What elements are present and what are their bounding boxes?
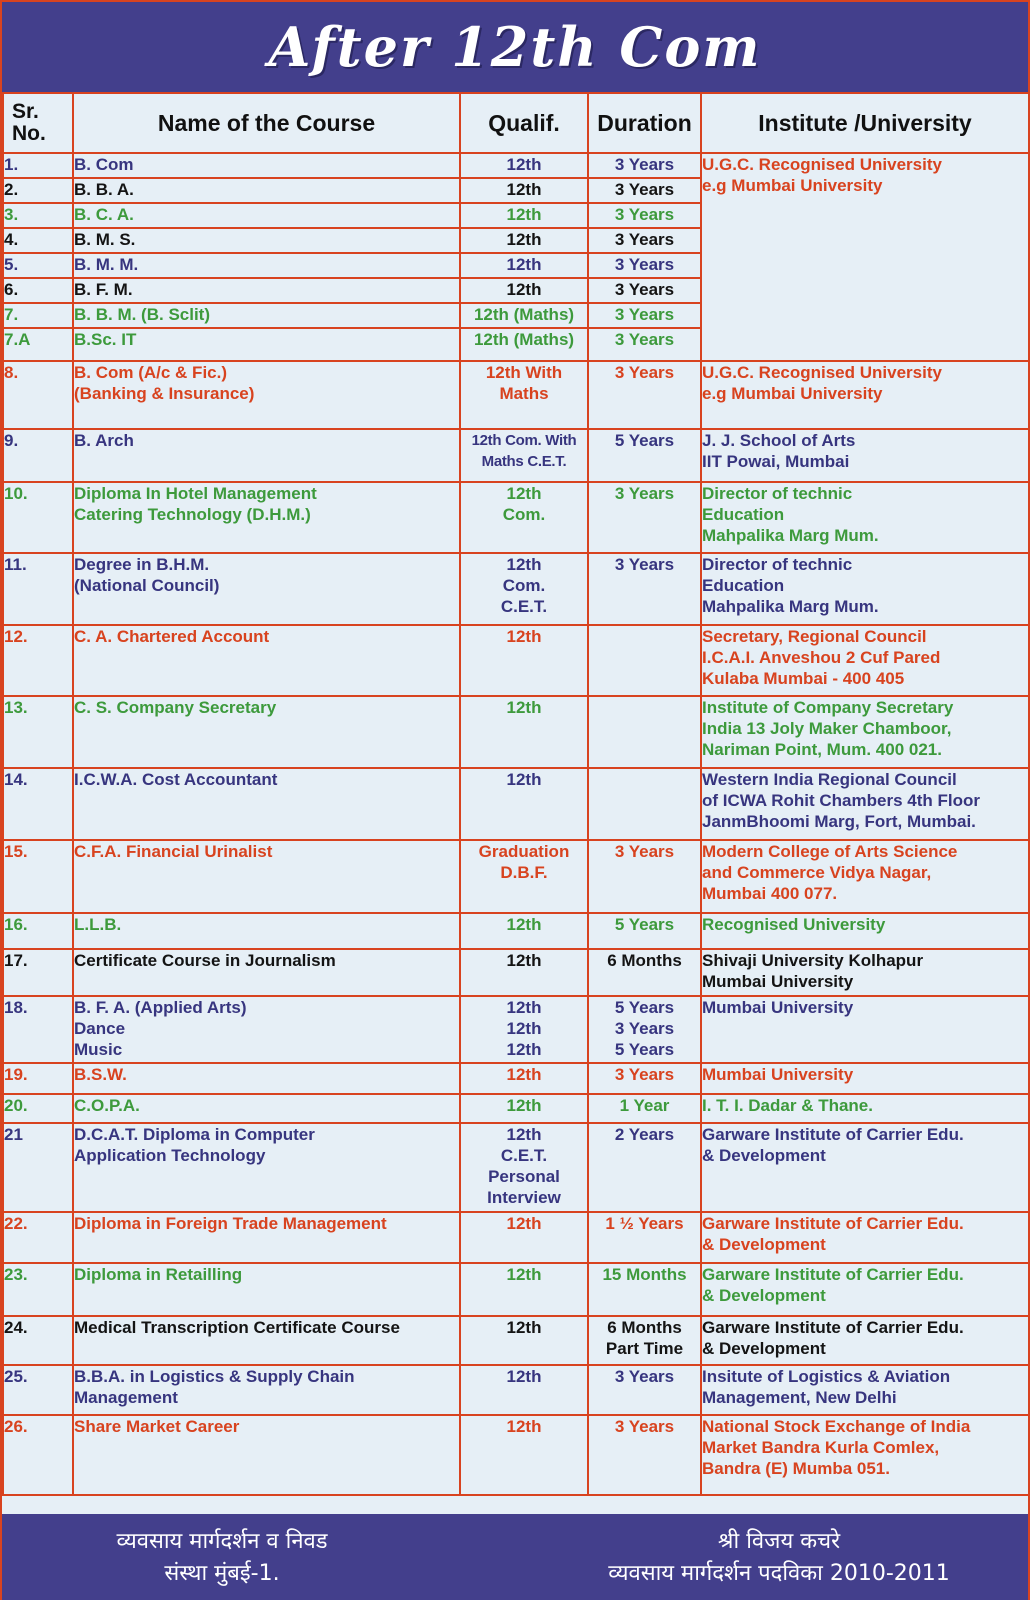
qualification: 12th Com. With Maths C.E.T. [460,429,588,482]
institute: Garware Institute of Carrier Edu. & Development [701,1123,1029,1212]
institute: Insitute of Logistics & Aviation Management, New Delhi [701,1365,1029,1415]
course-name: Degree in B.H.M. (National Council) [73,553,460,625]
qualification: 12th [460,228,588,253]
sr-no: 25. [3,1365,73,1415]
sr-no: 12. [3,625,73,696]
course-name: Diploma in Retailling [73,1263,460,1316]
footer-author [544,1526,1014,1590]
duration: 3 Years [588,553,701,625]
course-name: B. Com (A/c & Fic.) (Banking & Insurance) [73,361,460,429]
institute: U.G.C. Recognised University e.g Mumbai University [701,361,1029,429]
sr-no: 13. [3,696,73,768]
course-name: I.C.W.A. Cost Accountant [73,768,460,840]
qualification: 12th [460,625,588,696]
table-header-row [3,93,1029,153]
institute: Garware Institute of Carrier Edu. & Development [701,1263,1029,1316]
institute: U.G.C. Recognised University e.g Mumbai University [701,153,1029,361]
footer-org-line2: संस्था मुंबई-1. [164,1561,280,1586]
course-name: B. F. A. (Applied Arts) Dance Music [73,996,460,1063]
duration: 3 Years [588,840,701,913]
qualification: 12th Com. C.E.T. [460,553,588,625]
qualification: 12th [460,696,588,768]
duration: 3 Years [588,1365,701,1415]
duration: 3 Years [588,1063,701,1094]
sr-no: 10. [3,482,73,553]
course-name: C.O.P.A. [73,1094,460,1123]
sr-no: 24. [3,1316,73,1365]
duration: 3 Years [588,153,701,178]
table-row [3,768,1029,840]
sr-no: 17. [3,949,73,996]
footer-organization [32,1526,412,1590]
table-row [3,840,1029,913]
sr-no: 18. [3,996,73,1063]
course-name: D.C.A.T. Diploma in Computer Application Technology [73,1123,460,1212]
course-name: Medical Transcription Certificate Course [73,1316,460,1365]
course-name: B. F. M. [73,278,460,303]
sr-no: 4. [3,228,73,253]
header-sr-no: Sr. No. [3,93,73,153]
duration: 3 Years [588,1415,701,1495]
qualification: Graduation D.B.F. [460,840,588,913]
course-name: C. A. Chartered Account [73,625,460,696]
table-row [3,1094,1029,1123]
table-row [3,1123,1029,1212]
table-row [3,1415,1029,1495]
sr-no: 21 [3,1123,73,1212]
duration: 6 Months [588,949,701,996]
institute: Garware Institute of Carrier Edu. & Development [701,1212,1029,1263]
qualification: 12th 12th 12th [460,996,588,1063]
institute: Western India Regional Council of ICWA Rohit Chambers 4th Floor JanmBhoomi Marg, Fort, Mumbai. [701,768,1029,840]
course-name: Diploma In Hotel Management Catering Technology (D.H.M.) [73,482,460,553]
duration: 15 Months [588,1263,701,1316]
page-title: After 12th Com [2,2,1028,92]
header-course-name: Name of the Course [73,93,460,153]
table-row [3,1365,1029,1415]
sr-no: 14. [3,768,73,840]
qualification: 12th [460,253,588,278]
institute: Director of technic Education Mahpalika Marg Mum. [701,553,1029,625]
institute: Mumbai University [701,996,1029,1063]
duration: 5 Years [588,429,701,482]
course-name: B. B. M. (B. Sclit) [73,303,460,328]
course-name: B. M. M. [73,253,460,278]
course-name: B. Com [73,153,460,178]
qualification: 12th (Maths) [460,328,588,361]
sr-no: 23. [3,1263,73,1316]
qualification: 12th [460,1365,588,1415]
qualification: 12th [460,278,588,303]
duration: 3 Years [588,203,701,228]
sr-no: 20. [3,1094,73,1123]
institute: Mumbai University [701,1063,1029,1094]
duration [588,625,701,696]
course-name: B. C. A. [73,203,460,228]
sr-no: 7.A [3,328,73,361]
sr-no: 1. [3,153,73,178]
qualification: 12th (Maths) [460,303,588,328]
footer-publication: व्यवसाय मार्गदर्शन पदविका 2010-2011 [608,1561,950,1586]
table-row [3,949,1029,996]
duration [588,696,701,768]
duration: 3 Years [588,361,701,429]
header-institute: Institute /University [701,93,1029,153]
institute: I. T. I. Dadar & Thane. [701,1094,1029,1123]
footer-org-line1: व्यवसाय मार्गदर्शन व निवड [116,1529,328,1554]
table-row [3,429,1029,482]
qualification: 12th [460,1316,588,1365]
institute: Shivaji University Kolhapur Mumbai University [701,949,1029,996]
duration: 5 Years [588,913,701,949]
sr-no: 2. [3,178,73,203]
table-row [3,361,1029,429]
institute: Secretary, Regional Council I.C.A.I. Anveshou 2 Cuf Pared Kulaba Mumbai - 400 405 [701,625,1029,696]
duration [588,768,701,840]
course-name: B.S.W. [73,1063,460,1094]
sr-no: 19. [3,1063,73,1094]
footer-author-name: श्री विजय कचरे [717,1529,841,1554]
qualification: 12th Com. [460,482,588,553]
duration: 3 Years [588,253,701,278]
table-row [3,1212,1029,1263]
qualification: 12th [460,949,588,996]
institute: Garware Institute of Carrier Edu. & Development [701,1316,1029,1365]
duration: 5 Years 3 Years 5 Years [588,996,701,1063]
table-row [3,1316,1029,1365]
institute: Modern College of Arts Science and Commerce Vidya Nagar, Mumbai 400 077. [701,840,1029,913]
sr-no: 16. [3,913,73,949]
institute: Director of technic Education Mahpalika Marg Mum. [701,482,1029,553]
table-row [3,1263,1029,1316]
course-name: B.Sc. IT [73,328,460,361]
sr-no: 15. [3,840,73,913]
duration: 1 Year [588,1094,701,1123]
qualification: 12th C.E.T. Personal Interview [460,1123,588,1212]
header-duration: Duration [588,93,701,153]
duration: 1 ½ Years [588,1212,701,1263]
duration: 2 Years [588,1123,701,1212]
sr-no: 6. [3,278,73,303]
table-row [3,996,1029,1063]
table-row [3,696,1029,768]
course-name: B. Arch [73,429,460,482]
qualification: 12th With Maths [460,361,588,429]
qualification: 12th [460,203,588,228]
header-qualification: Qualif. [460,93,588,153]
course-name: B. M. S. [73,228,460,253]
institute: National Stock Exchange of India Market Bandra Kurla Comlex, Bandra (E) Mumba 051. [701,1415,1029,1495]
qualification: 12th [460,768,588,840]
table-row [3,625,1029,696]
table-row [3,482,1029,553]
table-row [3,913,1029,949]
course-name: Diploma in Foreign Trade Management [73,1212,460,1263]
course-table [2,92,1030,1496]
duration: 3 Years [588,328,701,361]
qualification: 12th [460,1263,588,1316]
qualification: 12th [460,1063,588,1094]
qualification: 12th [460,913,588,949]
sr-no: 5. [3,253,73,278]
qualification: 12th [460,1212,588,1263]
course-name: Share Market Career [73,1415,460,1495]
footer-banner [2,1514,1028,1600]
qualification: 12th [460,1415,588,1495]
sr-no: 9. [3,429,73,482]
course-name: B. B. A. [73,178,460,203]
duration: 3 Years [588,228,701,253]
institute: J. J. School of Arts IIT Powai, Mumbai [701,429,1029,482]
duration: 3 Years [588,303,701,328]
duration: 3 Years [588,278,701,303]
institute: Recognised University [701,913,1029,949]
table-row [3,553,1029,625]
course-name: C. S. Company Secretary [73,696,460,768]
table-row [3,1063,1029,1094]
sr-no: 3. [3,203,73,228]
qualification: 12th [460,178,588,203]
course-name: L.L.B. [73,913,460,949]
course-name: Certificate Course in Journalism [73,949,460,996]
table-row [3,153,1029,178]
sr-no: 11. [3,553,73,625]
sr-no: 8. [3,361,73,429]
sr-no: 22. [3,1212,73,1263]
sr-no: 26. [3,1415,73,1495]
duration: 3 Years [588,482,701,553]
qualification: 12th [460,1094,588,1123]
duration: 3 Years [588,178,701,203]
qualification: 12th [460,153,588,178]
sr-no: 7. [3,303,73,328]
course-name: C.F.A. Financial Urinalist [73,840,460,913]
course-name: B.B.A. in Logistics & Supply Chain Management [73,1365,460,1415]
duration: 6 Months Part Time [588,1316,701,1365]
institute: Institute of Company Secretary India 13 Joly Maker Chamboor, Nariman Point, Mum. 400 021. [701,696,1029,768]
